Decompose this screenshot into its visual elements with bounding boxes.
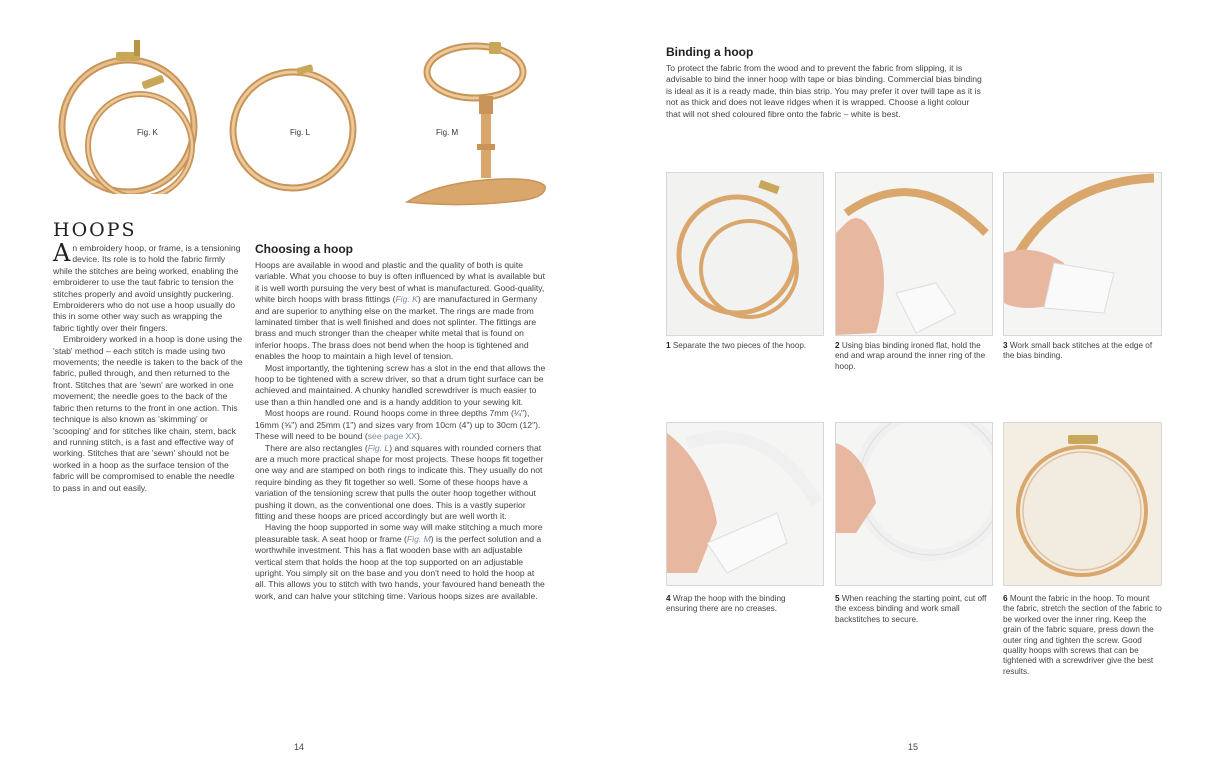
choosing-paragraph-1: Hoops are available in wood and plastic and the quality of both is quite variable. What you choose to buy is often influenced by what is available but it is well worth pursuing the very best of what is manufactured. Good-quality, white birch hoops with brass fittings (Fig. K) are manufactured in Germany and are superior to anything else on the market. The rings are made from laminated timber that is well finished and does not splinter. The fittings are brass and much stronger than the cheaper white metal that is found on inferior hoops. The brass does not bend when the hoop is tightened and enables the hoop to maintain a high level of tension.: [255, 260, 545, 362]
step-3-caption: 3 Work small back stitches at the edge of the bias binding.: [1003, 341, 1153, 361]
step-2-caption: 2 Using bias binding ironed flat, hold the end and wrap around the inner ring of the hoop.: [835, 341, 986, 371]
choosing-column: [255, 260, 547, 602]
page-number-right: 15: [908, 742, 919, 752]
binding-heading: Binding a hoop: [666, 45, 754, 59]
step-4-photo: [666, 422, 824, 586]
figure-k: [50, 34, 205, 194]
dropcap: A: [53, 239, 71, 267]
step-1-photo: [666, 172, 824, 336]
step-4-caption: 4 Wrap the hoop with the binding ensuring there are no creases.: [666, 594, 786, 614]
binding-text: To protect the fabric from the wood and to prevent the fabric from slipping, it is advisable to bind the inner hoop with tape or bias binding. Commercial bias binding is ideal as it is a ready made, thin bias strip. You may prefer it over twill tape as it is not as thick and does not leave ridges when it is wrapped. Choose a light colour that will not shed coloured fibre onto the fabric – white is best.: [666, 63, 982, 119]
step-1-caption: 1 Separate the two pieces of the hoop.: [666, 341, 807, 350]
choosing-heading: Choosing a hoop: [255, 242, 353, 256]
seat-frame-icon: [395, 34, 555, 212]
step-6-photo: [1003, 422, 1162, 586]
page-ref-link[interactable]: see page XX: [367, 431, 417, 442]
fig-l-label: Fig. L: [290, 128, 311, 137]
step-5-photo: [835, 422, 993, 586]
choosing-paragraph-4: There are also rectangles (Fig. L) and squares with rounded corners that are a much more practical shape for most projects. These hoops fit together one way and are stamped on both rings to indicate this. They usually do not require binding as they fit together so well. Some of these hoops have a variation of the tensioning screw that pulls the outer hoop together without pushing it down, as the conventional one does. This is a vastly superior fitting and these hoops are priced accordingly but are well worth it.: [255, 442, 544, 521]
intro-paragraph-2: Embroidery worked in a hoop is done using the 'stab' method – each stitch is made using two movements; the needle is taken to the back of the fabric, pulled through, and then returned to the front. Stitches that are 'sewn' are worked in one movement; the needle goes to the back of the fabric then returns to the front in one action. This technique is also known as 'skimming' or 'scooping' and for stitches like chain, stem, back and running stitch, is a fast and effective way of working. Stitches that are 'sewn' should not be worked in a hoop as the surface tension of the fabric will be compromised to enable the needle to pass in and out easily.: [53, 334, 243, 493]
choosing-paragraph-3: Most hoops are round. Round hoops come in three depths 7mm (¼"), 16mm (⅝") and 25mm (1") and sizes vary from 10cm (4") up to 30cm (12"). These will need to be bound (see page XX).: [255, 408, 541, 442]
figure-m: [395, 34, 555, 212]
step-5-caption: 5 When reaching the starting point, cut off the excess binding and work small backstitches to secure.: [835, 594, 987, 624]
fig-k-label: Fig. K: [137, 128, 158, 137]
intro-column: [53, 239, 243, 494]
fig-m-label: Fig. M: [436, 128, 459, 137]
choosing-paragraph-5: Having the hoop supported in some way will make stitching a much more pleasurable task. A seat hoop or frame (Fig. M) is the perfect solution and a worthwhile investment. This has a flat wooden base with an adjustable vertical stem that holds the hoop at the top supported on an adjustable upright. You simply sit on the base and you don't need to hold the hoop at all. This allows you to stitch with two hands, your favoured hand beneath the work, and can halve your stitching time. Various hoops sizes are available.: [255, 522, 545, 601]
page-number-left: 14: [294, 742, 305, 752]
page-title: HOOPS: [53, 219, 137, 241]
step-2-photo: [835, 172, 993, 336]
step-6-caption: 6 Mount the fabric in the hoop. To mount the fabric, stretch the section of the fabric to be worked over the inner ring. Keep the grain of the fabric square, press down the outer ring and tighten the screw. Good quality hoops with screws that can be tightened with a screwdriver give the best results.: [1003, 594, 1162, 676]
double-hoop-icon: [50, 34, 205, 194]
intro-paragraph-1: An embroidery hoop, or frame, is a tensioning device. Its role is to hold the fabric firmly while the stitches are being worked, enabling the embroiderer to use the taut fabric to tension the stitches properly and avoid unsightly puckering. Embroiderers who do not use a hoop usually do this in some other way such as wrapping the fabric tightly over their fingers.: [53, 239, 241, 333]
choosing-paragraph-2: Most importantly, the tightening screw has a slot in the end that allows the hoop to be tightened with a screw driver, so that a drum tight surface can be achieved and maintained. A chunky handled screwdriver is much easier to use than a thin handled one and is a handy addition to your sewing kit.: [255, 362, 546, 407]
step-3-photo: [1003, 172, 1162, 336]
